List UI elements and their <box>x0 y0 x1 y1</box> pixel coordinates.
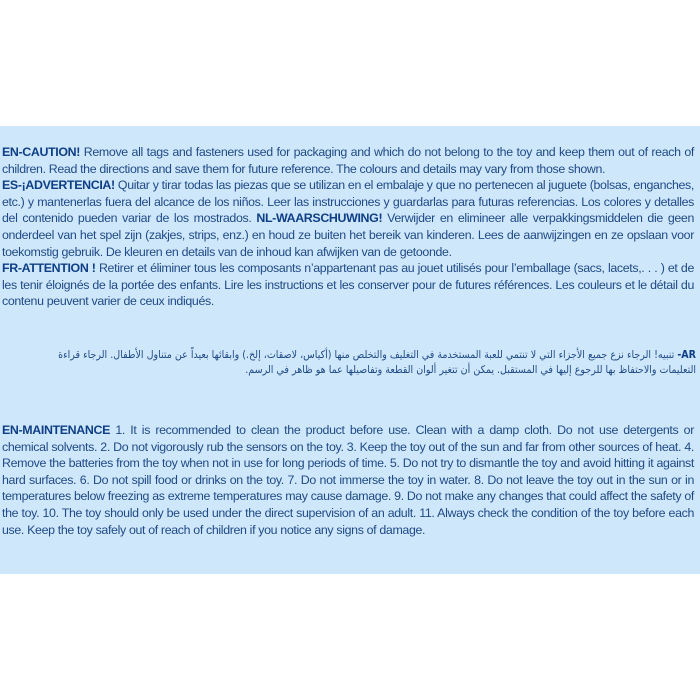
caution-section <box>0 144 700 310</box>
en-caution-text: Remove all tags and fasteners used for packaging and which do not belong to the toy and keep them out of reach of children. Read the directions and save them for future reference. The colours and details may vary from those shown. <box>2 145 694 176</box>
maintenance-section <box>0 422 700 538</box>
maintenance-text: 1. It is recommended to clean the product before use. Clean with a damp cloth. Do not use detergents or chemical solvents. 2. Do not vigorously rub the sensors on the toy. 3. Keep the toy out of the sun and far from other sources of heat. 4. Remove the batteries from the toy when not in use for long periods of time. 5. Do not try to dismantle the toy and avoid hitting it against hard surfaces. 6. Do not spill food or drinks on the toy. 7. Do not immerse the toy in water. 8. Do not leave the toy out in the sun or in temperatures below freezing as extreme temperatures may cause damage. 9. Do not make any changes that could affect the safety of the toy. 10. The toy should only be used under the direct supervision of an adult. 11. Always check the condition of the toy before each use. Keep the toy safely out of reach of children if you notice any signs of damage. <box>2 423 694 537</box>
en-caution-label: EN-CAUTION! <box>2 145 81 159</box>
nl-warning-label: NL-WAARSCHUWING! <box>256 211 383 226</box>
es-warning-text: Quitar y tirar todas las piezas que se utilizan en el embalaje y que no pertenecen al juguete (bolsas, enganches, etc.) y mantenerlas fuera del alcance de los niños. Leer las instrucciones y guardarlas para futuras referencias. Los colores y detalles del contenido pueden variar de los mostrados. <box>2 178 694 226</box>
ar-warning-text: تنبيه! الرجاء نزع جميع الأجزاء التي لا تنتمي للعبة المستخدمة في التغليف والتخلص منها (أكياس، لاصقات، إلخ.) وابقائها بعيداً عن متناول الأطفال. الرجاء قراءة التعليمات والاحتفاظ بها للرجوع إليها في المستقبل. يمكن أن تتغير ألوان القطعة وتفاصيلها عما هو ظاهر في الرسم. <box>58 349 696 376</box>
nl-warning-text: Verwijder en elimineer alle verpakkingsmiddelen die geen onderdeel van het spel zijn (zakjes, strips, enz.) en houd ze buiten het bereik van kinderen. Lees de aanwijzingen en ze opslaan voor toekomstig gebruik. De kleuren en details van de inhoud kan afwijken van de getoonde. <box>2 211 695 259</box>
es-warning-label: ES-¡ADVERTENCIA! <box>2 178 115 193</box>
fr-attention-label: FR-ATTENTION ! <box>2 261 96 276</box>
ar-warning-label: AR- <box>677 349 696 361</box>
maintenance-label: EN-MAINTENANCE <box>2 423 110 437</box>
arabic-warning <box>0 348 700 378</box>
instruction-panel <box>0 126 700 574</box>
fr-attention-text: Retirer et éliminer tous les composants n’appartenant pas au jouet utilisés pour l’emballage (sacs, lacets,. . . ) et de les tenir éloignés de la portée des enfants. Lire les instructions et les conserver pour de futures références. Les couleurs et le détail du contenu peuvent varier de ceux indiqués. <box>2 261 694 309</box>
